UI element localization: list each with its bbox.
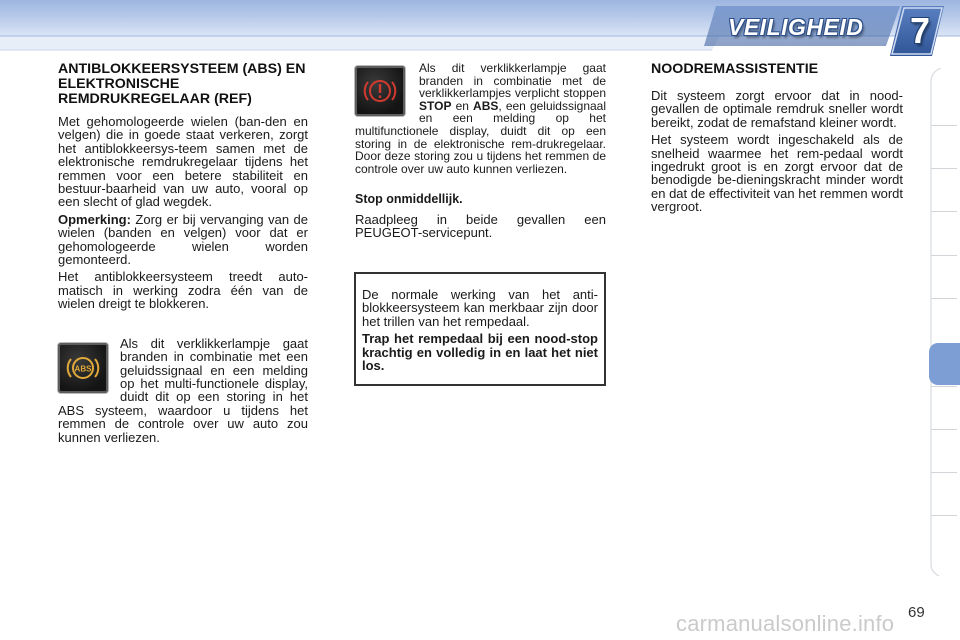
tab-divider — [931, 211, 957, 212]
header-band — [0, 0, 960, 62]
tab-divider — [931, 255, 957, 256]
column-abs — [58, 62, 308, 448]
ref-text-c: , een geluidssignaal en een melding op het multifunctionele display, duidt dit op een storing in de elektronische rem-drukregelaar. Door deze storing zou u tijdens het remmen de controle over uw auto kunnen verliezen. — [355, 98, 606, 176]
tabs-outline — [927, 68, 960, 576]
ref-text-a: Als dit verklikkerlampje gaat branden in combinatie met de verklikkerlampjes verplicht stoppen — [419, 61, 606, 101]
tab-divider — [931, 168, 957, 169]
notice-paragraph-2: Trap het rempedaal bij een nood-stop krachtig en volledig in en laat het niet los. — [362, 331, 598, 374]
abs-label: ABS — [473, 98, 499, 113]
brake-warning-light-icon — [355, 66, 405, 116]
abs-paragraph-1: Met gehomologeerde wielen (ban-den en velgen) die in goede staat verkeren, zorgt het antiblokkeersys-teem samen met de elektronische remdrukregelaar tijdens het remmen voor een betere stabiliteit en bestuur-baarheid van uw auto, vooral op een slecht of glad wegdek. — [58, 114, 308, 210]
active-chapter-tab[interactable] — [929, 343, 960, 385]
note-text: Zorg er bij vervanging van de wielen (banden en velgen) voor dat er gehomologeerde wielen worden gemonteerd. — [58, 211, 308, 268]
notice-paragraph-1: De normale werking van het anti-blokkeersysteem kan merkbaar zijn door het trillen van het rempedaal. — [362, 287, 598, 329]
ref-text-b: en — [451, 98, 474, 113]
watermark: carmanualsonline.info — [676, 611, 895, 636]
column-ref — [355, 62, 606, 244]
section-title: VEILIGHEID — [728, 14, 864, 40]
service-paragraph: Raadpleeg in beide gevallen een PEUGEOT-servicepunt. — [355, 211, 606, 241]
note-label: Opmerking: — [58, 211, 131, 227]
chapter-number: 7 — [909, 10, 931, 51]
brake-assist-paragraph-2: Het systeem wordt ingeschakeld als de snelheid waarmee het rem-pedaal wordt ingedrukt groot is en zorgt ervoor dat de benodigde be-dieningskracht minder wordt en dat de effectiviteit van het remmen wordt vergroot. — [651, 132, 903, 215]
tab-divider — [931, 386, 957, 387]
abs-paragraph-3: Het antiblokkeersysteem treedt auto-matisch in werking zodra één van de wielen dreigt te blokkeren. — [58, 269, 308, 312]
abs-icon-label: ABS — [74, 364, 92, 374]
tab-divider — [931, 472, 957, 473]
tab-divider — [931, 515, 957, 516]
abs-symbol-icon — [63, 348, 103, 388]
brake-assist-paragraph-1: Dit systeem zorgt ervoor dat in nood-gevallen de optimale remdruk sneller wordt bereikt, zodat de remafstand kleiner wordt. — [651, 88, 903, 130]
abs-warning-paragraph: Als dit verklikkerlampje gaat branden in combinatie met een geluidssignaal en een melding op het multi-functionele display, duidt dit op een storing in het ABS systeem, waardoor u tijdens het remmen de controle over uw auto zou kunnen verliezen. — [58, 335, 308, 445]
tab-divider — [931, 125, 957, 126]
page-number: 69 — [908, 604, 925, 621]
column-brake-assist — [651, 62, 903, 218]
abs-heading: ANTIBLOKKEERSYSTEEM (ABS) EN ELEKTRONISCHE REMDRUKREGELAAR (REF) — [58, 61, 306, 107]
notice-box — [354, 272, 606, 386]
tab-divider — [931, 429, 957, 430]
brake-assist-heading: NOODREMASSISTENTIE — [651, 61, 819, 77]
abs-note-paragraph — [58, 213, 308, 267]
brake-symbol-icon — [360, 71, 400, 111]
tab-divider — [931, 298, 957, 299]
abs-warning-light-icon — [58, 343, 108, 393]
chapter-tabs — [927, 68, 960, 576]
stop-label: STOP — [419, 98, 452, 113]
stop-immediately-heading: Stop onmiddellijk. — [355, 192, 463, 207]
